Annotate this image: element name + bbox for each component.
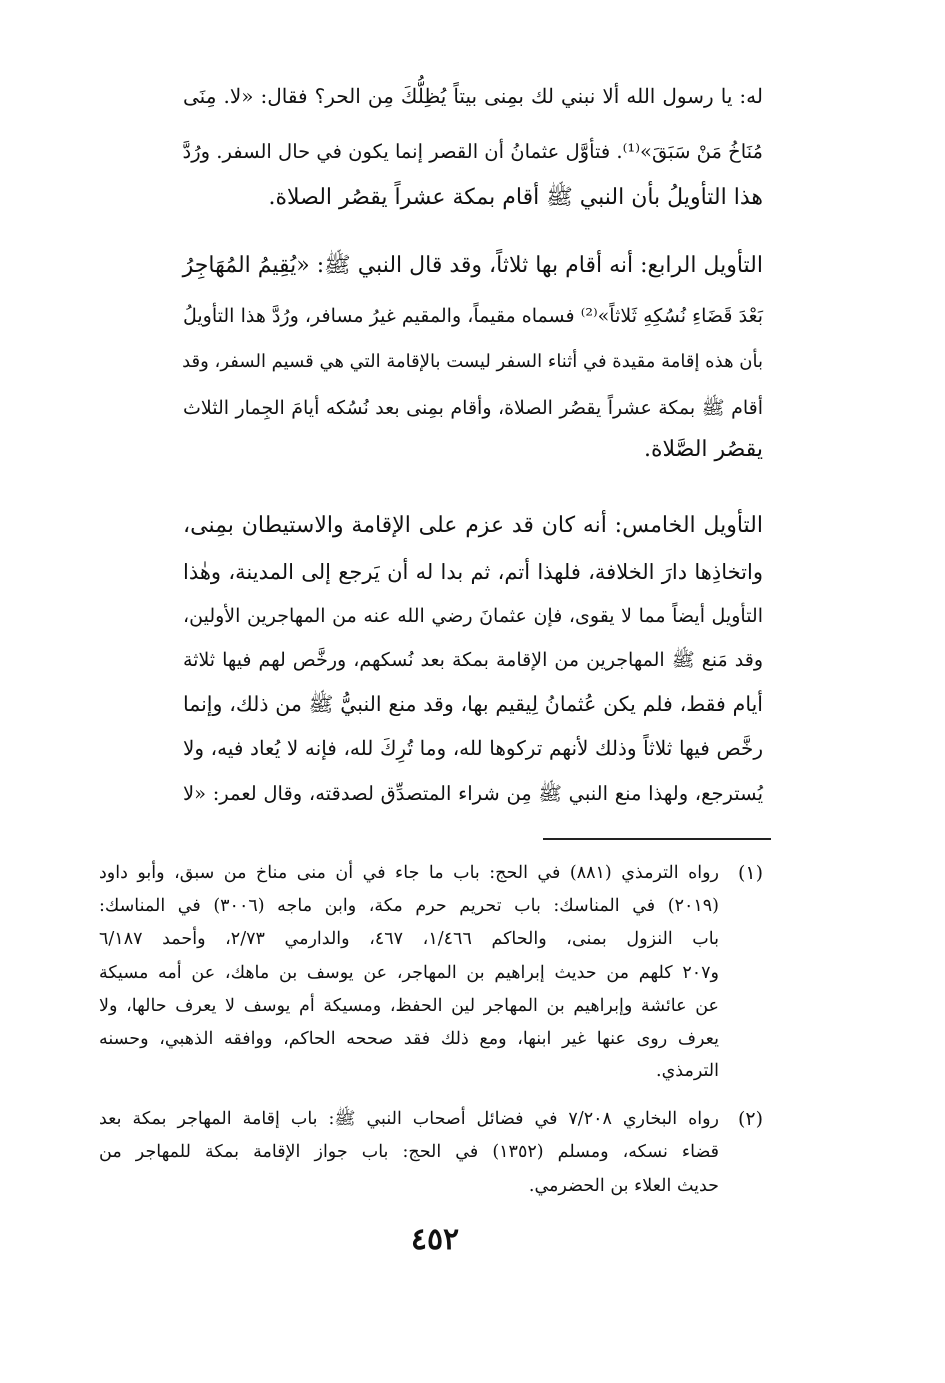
footnote-line: (٢٠١٩) في المناسك: باب تحريم حرم مكة، وابن ماجه (٣٠٠٦) في المناسك: [99,896,719,916]
body-line: أقام ﷺ بمكة عشراً يقصُر الصلاة، وأقام بمِنى بعد نُسُكه أيامَ الجِمار الثلاث [183,397,763,419]
body-line: مُنَاخُ مَنْ سَبَقَ»⁽¹⁾. فتأوَّل عثمانُ أن القصر إنما يكون في حال السفر. ورُدَّ [182,140,763,163]
body-line: يُسترجع، ولهذا منع النبي ﷺ مِن شراء المتصدِّق لصدقته، وقال لعمر: «لا [183,782,763,805]
body-line: يقصُر الصَّلاة. [643,437,763,462]
footnote-line: يعرف روى عنها غير ابنها، ومع ذلك فقد صححه الحاكم، ووافقه الذهبي، وحسنه [99,1029,719,1049]
footnote-separator [543,838,771,840]
body-line: بَعْدَ قَضَاءِ نُسُكِهِ ثَلاثاً»⁽²⁾ فسماه مقيماً، والمقيم غيرُ مسافر، ورُدَّ هذا التأويلُ [183,305,763,327]
body-line: رخَّص فيها ثلاثاً وذلك لأنهم تركوها لله، وما تُرِكَ لله، فإنه لا يُعاد فيه، ولا [183,736,763,760]
footnote-number: (١) [737,862,763,884]
body-line: التأويل أيضاً مما لا يقوى، فإن عثمانَ رضي الله عنه من المهاجرين الأولين، [183,605,763,627]
body-line: التأويل الخامس: أنه كان قد عزم على الإقامة والاستيطان بمِنى، [183,513,763,538]
body-line: وقد مَنع ﷺ المهاجرين من الإقامة بمكة بعد نُسكهم، ورخَّص لهم فيها ثلاثة [183,649,763,671]
footnote-line: قضاء نسكه، ومسلم (١٣٥٢) في الحج: باب جواز الإقامة بمكة للمهاجر من [99,1142,720,1162]
footnote-2 [99,1102,763,1212]
footnote-1 [99,856,763,1096]
body-line: التأويل الرابع: أنه أقام بها ثلاثاً، وقد قال النبي ﷺ: «يُقِيمُ المُهَاجِرُ [182,253,763,278]
footnote-line: رواه البخاري ٧/٢٠٨ في فضائل أصحاب النبي ﷺ: باب إقامة المهاجر بمكة بعد [99,1109,719,1129]
body-line: له: يا رسول الله ألا نبني لك بمِنى بيتاً يُظِلُّكَ مِن الحر؟ فقال: «لا. مِنَى [183,84,763,108]
page-number: ٤٥٢ [410,1222,460,1257]
body-line: أيام فقط، فلم يكن عُثمانُ لِيقيم بها، وقد منع النبيُّ ﷺ من ذلك، وإنما [183,692,763,716]
footnote-line: رواه الترمذي (٨٨١) في الحج: باب ما جاء في أن منى مناخ من سبق، وأبو داود [99,863,720,883]
footnote-line: و٢٠٧ كلهم من حديث إبراهيم بن المهاجر، عن يوسف بن ماهك، عن أمه مسيكة [99,963,719,983]
footnote-line: الترمذي. [656,1061,719,1081]
body-line: واتخاذِها دارَ الخلافة، فلهذا أتم، ثم بدا له أن يَرجع إلى المدينة، وهٰذا [183,560,763,584]
footnote-line: عن عائشة وإبراهيم بن المهاجر لين الحفظ، ومسيكة أم يوسف لا يعرف حالها، ولا [99,996,719,1016]
footnote-line: باب النزول بمنى، والحاكم ١/٤٦٦، ٤٦٧، والدارمي ٢/٧٣، وأحمد ٦/١٨٧ [99,929,719,949]
footnote-number: (٢) [737,1108,763,1130]
footnote-line: حديث العلاء بن الحضرمي. [528,1176,719,1196]
body-line: بأن هذه إقامة مقيدة في أثناء السفر ليست بالإقامة التي هي قسيم السفر، وقد [182,351,763,372]
body-line: هذا التأويلُ بأن النبي ﷺ أقام بمكة عشراً يقصُر الصلاة. [268,185,763,210]
